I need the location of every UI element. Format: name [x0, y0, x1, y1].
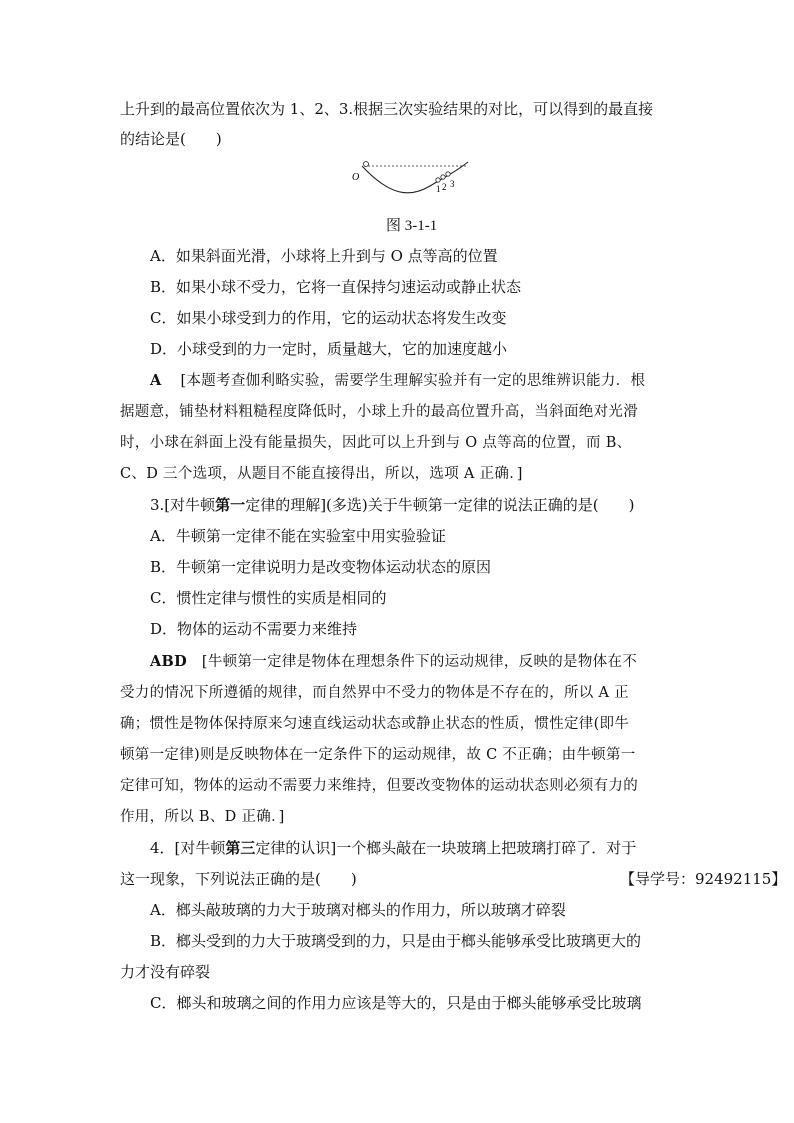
q4-stem-line2 [120, 869, 787, 889]
q2-answer-line3: 时，小球在斜面上没有能量损失，因此可以上升到与 O 点等高的位置，而 B、 [120, 435, 632, 451]
q3-answer-line5: 定律可知，物体的运动不需要力来维持，但要改变物体的运动状态则必须有力的 [120, 778, 638, 794]
ball-start [364, 162, 369, 167]
q3-answer-text1: [牛顿第一定律是物体在理想条件下的运动规律，反映的是物体在不 [201, 654, 638, 670]
top-para-line2: 的结论是( ) [120, 130, 222, 148]
q2-option-b: B．如果小球不受力，它将一直保持匀速运动或静止状态 [150, 278, 522, 296]
q4-stem-pre: 4．[对牛顿 [150, 839, 226, 857]
q3-answer-line4: 顿第一定律)则是反映物体在一定条件下的运动规律，故 C 不正确；由牛顿第一 [120, 747, 636, 763]
q3-stem-bold: 第一 [215, 496, 246, 514]
ball-1 [436, 178, 440, 182]
label-3: 3 [450, 179, 455, 189]
q3-stem-post: 定律的理解](多选)关于牛顿第一定律的说法正确的是( ) [245, 496, 635, 514]
q4-option-b-line1: B．榔头受到的力大于玻璃受到的力，只是由于榔头能够承受比玻璃更大的 [150, 932, 642, 950]
q3-stem-pre: 3.[对牛顿 [150, 496, 216, 514]
q2-answer-line1 [150, 371, 710, 391]
q3-answer-line3: 确；惯性是物体保持原来匀速直线运动状态或静止状态的性质，惯性定律(即牛 [120, 716, 630, 732]
q4-option-a: A．榔头敲玻璃的力大于玻璃对榔头的作用力，所以玻璃才碎裂 [150, 901, 566, 919]
q3-answer-line2: 受力的情况下所遵循的规律，而自然界中不受力的物体是不存在的，所以 A 正 [120, 685, 629, 701]
q2-option-c: C．如果小球受到力的作用，它的运动状态将发生改变 [150, 309, 507, 327]
q4-option-b-line2: 力才没有碎裂 [120, 963, 211, 981]
q3-option-b: B．牛顿第一定律说明力是改变物体运动状态的原因 [150, 558, 492, 576]
label-O: O [352, 172, 360, 183]
q2-answer-text1: [本题考查伽利略实验，需要学生理解实验并有一定的思维辨识能力．根 [180, 373, 646, 389]
guide-number: 【导学号：92492115】 [620, 870, 787, 888]
q3-answer-line6: 作用，所以 B、D 正确．] [120, 809, 285, 825]
q4-stem [150, 838, 710, 858]
q4-stem-bold: 第三 [225, 839, 256, 857]
q3-option-a: A．牛顿第一定律不能在实验室中用实验验证 [150, 527, 446, 545]
q4-stem-line2-text: 这一现象，下列说法正确的是( ) [120, 870, 357, 888]
incline-figure [350, 158, 470, 198]
q2-answer-line2: 据题意，铺垫材料粗糙程度降低时，小球上升的最高位置升高，当斜面绝对光滑 [120, 404, 638, 420]
q2-answer-letter: A [150, 372, 162, 389]
q4-stem-post: 定律的认识]一个榔头敲在一块玻璃上把玻璃打碎了．对于 [255, 839, 637, 857]
ball-3 [446, 172, 450, 176]
q2-answer-line4: C、D 三个选项，从题目不能直接得出，所以，选项 A 正确．] [120, 466, 523, 482]
q4-option-c-line1: C．榔头和玻璃之间的作用力应该是等大的，只是由于榔头能够承受比玻璃 [150, 994, 642, 1012]
label-1: 1 [436, 184, 441, 194]
q2-option-d: D．小球受到的力一定时，质量越大，它的加速度越小 [150, 340, 508, 358]
q3-option-d: D．物体的运动不需要力来维持 [150, 620, 358, 638]
q3-option-c: C．惯性定律与惯性的实质是相同的 [150, 589, 387, 607]
ball-2 [441, 175, 445, 179]
figure-caption: 图 3-1-1 [386, 218, 438, 234]
label-2: 2 [442, 182, 447, 192]
q3-answer-letter: ABD [150, 653, 187, 670]
q2-option-a: A．如果斜面光滑，小球将上升到与 O 点等高的位置 [150, 247, 498, 265]
top-para-line1: 上升到的最高位置依次为 1、2、3.根据三次实验结果的对比，可以得到的最直接 [120, 100, 654, 118]
q3-answer-line1 [150, 652, 710, 672]
q3-stem [150, 495, 710, 515]
